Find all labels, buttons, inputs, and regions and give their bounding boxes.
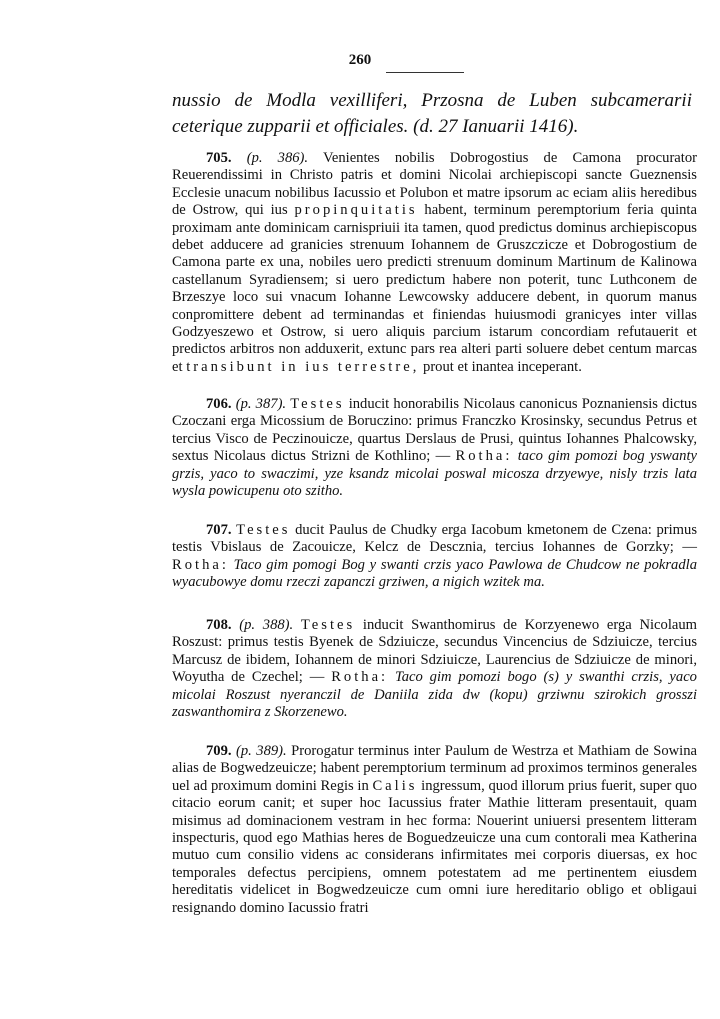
entry-text: ducit Paulus de Chudky erga Iacobum kmetonem de Czena: primus testis Vbislaus de Zacouicze, Kelcz de Descznia, tercius Iohannes de Gorzky; — [172,522,697,556]
entry-706 [172,396,697,500]
spaced-text: Testes [300,617,356,633]
spaced-text: Calis [372,777,418,794]
page-reference: (p. 389). [236,743,287,759]
entry-paragraph [172,396,697,500]
spaced-text: Testes [290,396,345,412]
spaced-text: Rotha: [331,669,389,686]
oath-text: Taco gim pomogi Bog y swanti crzis yaco Pawlowa de Chudcow ne pokradla wyacubowye domu rzeczi zapanczi grziwen, a nigich wzitek ma. [172,556,697,591]
entry-number: 706. [206,396,232,412]
spaced-text: Testes [236,522,291,538]
entry-text: habent, terminum peremptorium feria quinta proximam ante dominicam carnispriuii ita tamen, quod predictus dominus archiepiscopus debet adducere ad granicies strenuum Iohannem de Gruszczicze et Dobrogostium de Camona parte ex una, nobiles uero predicti strenuum dominum Martinum de Kalinowa castellanum Syradiensem; si uero predictum habere non poterit, tunc Luthconem de Brzeszye loco sui vnacum Iohanne Lewcowsky adducere debent, in quorum manus conpromittere debent ad terminandas et finiendas huiusmodi granicyes inter villas Godzyeszewo et Ostrow, si uero aliquis parcium istarum concordiam refutauerit et predictos arbitros non adduxerit, extunc pars rea alteri parti soluere debet centum marcas et [172,202,697,375]
entry-number: 707. [206,522,232,538]
entry-text: Venientes nobilis Dobrogostius de Camona procurator Reuerendissimi in Christo patris et domini Nicolai archiepiscopi sancte Gueznensis Ecclesie unacum nobilibus Iacussio et Polubon et matre ipsorum ac eciam aliis heredibus de Ostrow, qui ius [172,150,697,219]
section-heading: nussio de Modla vexilliferi, Przosna de Luben subcamerarii ceterique zupparii et officiales. (d. 27 Ianuarii 1416). [172,90,692,137]
spaced-text: Rotha: [455,448,513,465]
entry-paragraph [172,522,697,592]
oath-text: Taco gim pomozi bogo (s) y swanthi crzis, yaco micolai Roszust nyeranczil de Daniila zida dw (kopu) grziwnu szirokich grosszi zaswanthomira z Skorzenewo. [172,669,697,721]
spaced-text: Rotha: [172,556,229,573]
entry-paragraph [172,743,697,917]
entry-paragraph [172,150,697,376]
entry-709 [172,743,697,917]
page-reference: (p. 386). [246,150,309,166]
oath-text: taco gim pomozi bog yswanty grzis, yaco to swaczimi, yze ksandz micolai poswal micosza drzyewye, nisly trzis lata wysla powicupenu oto szitho. [172,448,697,500]
entry-number: 709. [206,743,232,759]
entry-number: 705. [206,150,232,166]
entry-text: ingressum, quod illorum prius fuerit, super quo citacio eorum canit; et super hoc Iacussius frater Mathie litteram presentauit, quam misimus ad dominacionem vestram in hec forma: Nouerint uniuersi presentem litteram inspecturis, quod ego Mathias heres de Boguedzeuicze una cum contorali mea Katherina mutuo cum consilio videns ac considerans infirmitates mei corporis diuersas, ex hoc temporales defectus percipiens, omnem potestatem ad me pertinentem eiusdem hereditatis videlicet in Bogwedzeuicze cum omni iure hereditario obligo et obligaui resignando domino Iacussio fratri [172,777,697,916]
entry-number: 708. [206,617,232,633]
page-reference: (p. 387). [235,396,287,412]
entry-text: inducit Swanthomirus de Korzyenewo erga Nicolaum Roszust: primus testis Byenek de Sdziuicze, secundus Vincencius de Sdziuicze, tercius Marcusz de ibidem, Iohannem de minori Sdziuicze, Laurencius de Sdziuicze de minori, Woyutha de Czechel; — [172,617,698,686]
entry-text: Prorogatur terminus inter Paulum de Westrza et Mathiam de Sowina alias de Bogwedzeuicze; habent peremptorium terminum ad proximos terminos generales uel ad proximum domini Regis in [172,743,698,794]
page-number: 260 [348,52,372,68]
entry-708 [172,617,697,721]
entry-paragraph [172,617,697,721]
entry-705 [172,150,697,376]
entry-text: inducit honorabilis Nicolaus canonicus Poznaniensis dictus Czoczani erga Micossium de Boruczino: primus Franczko Krosinsky, secundus Petrus et tercius Visco de Peczinouicze, quartus Derslaus de Prusi, quintus Iohannes Phalcowsky, sextus Nicolaus dictus Strizni de Kothlino; — [172,396,698,465]
page-number-rule [386,72,464,73]
spaced-text: propinquitatis [294,202,418,219]
page-reference: (p. 388). [239,617,294,633]
spaced-text: transibunt in ius terrestre, [186,358,420,375]
entry-707 [172,522,697,592]
entry-text: prout et inantea inceperant. [423,358,582,375]
